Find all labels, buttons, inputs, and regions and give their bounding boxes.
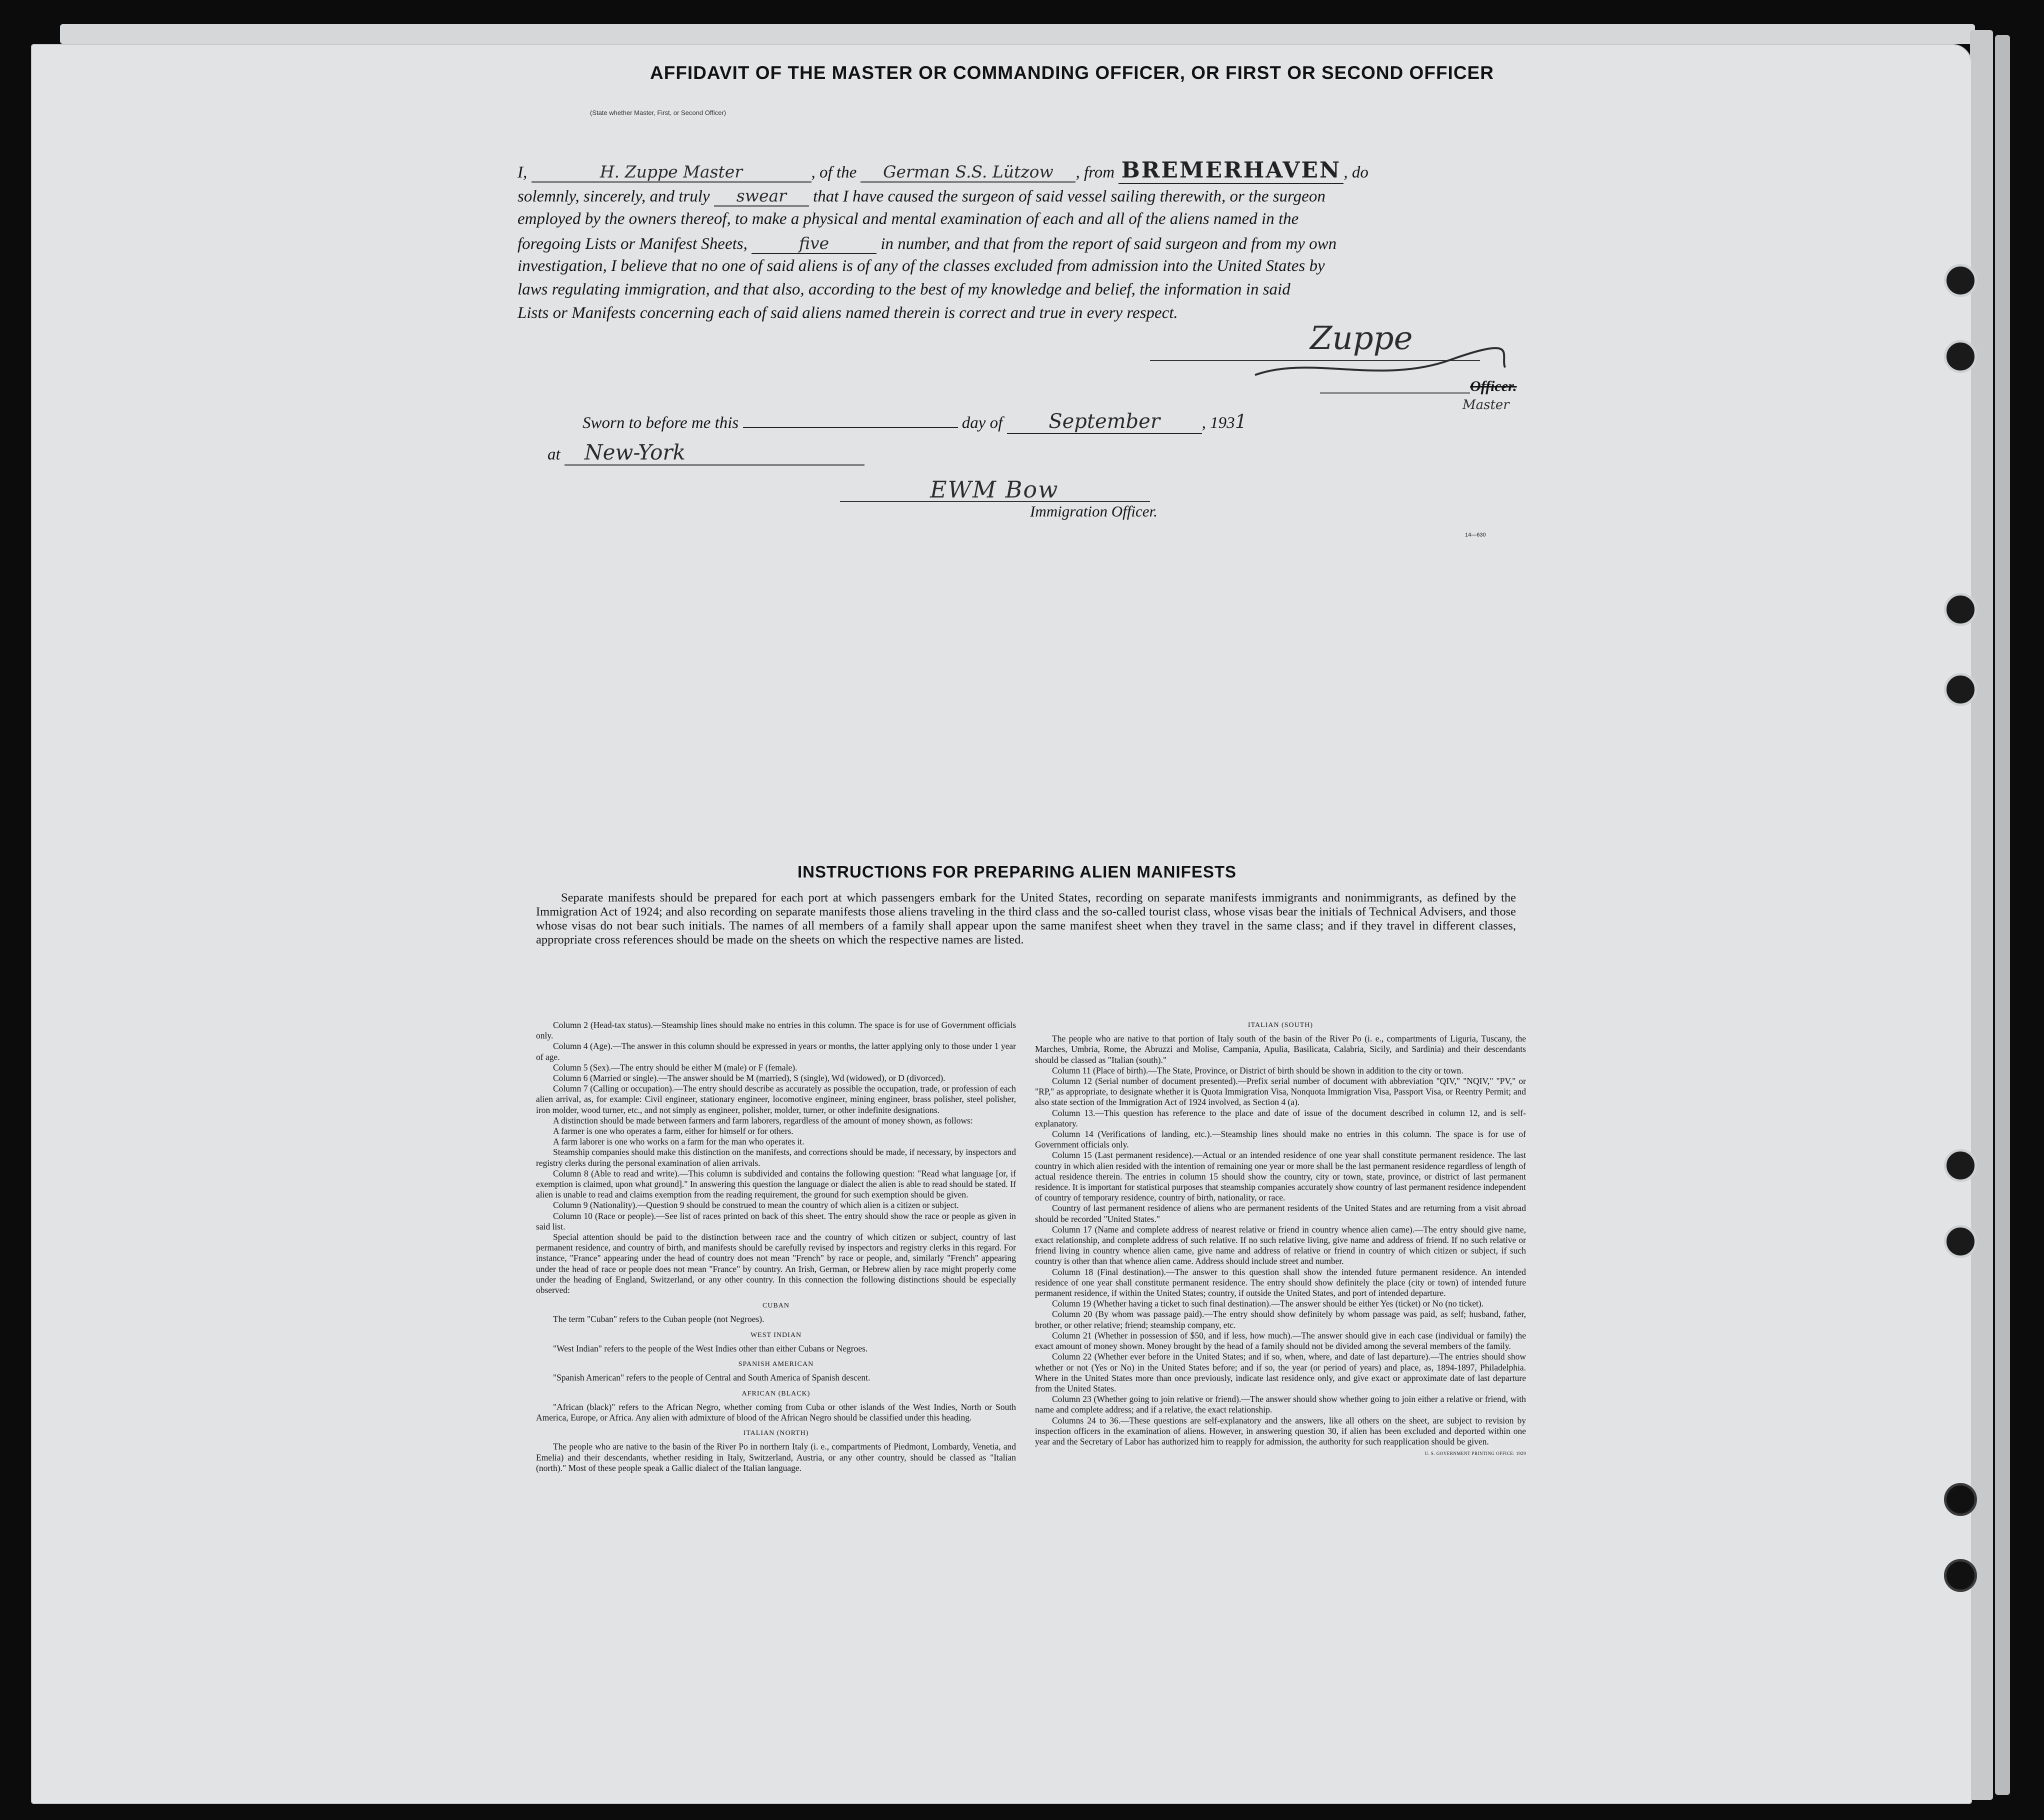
stacked-page-edge (60, 24, 1975, 44)
race-heading-italian-south: ITALIAN (SOUTH) (1248, 1022, 1314, 1029)
instruction-paragraph: Column 7 (Calling or occupation).—The entry should describe as accurately as possible the occupation, trade, or profession of each alien arrival, as, for example: Civil engineer, stationary engineer, locomotive engineer, mining engineer, brass polisher, steel polisher, iron molder, wood turner, etc., and not simply as engineer, polisher, molder, turner, or other indefinite designations. (536, 1084, 1016, 1115)
form-number: 14—630 (1465, 532, 1486, 538)
affidavit-title: AFFIDAVIT OF THE MASTER OR COMMANDING OFFICER, OR FIRST OR SECOND OFFICER (650, 62, 1494, 83)
stacked-page-edge (1995, 35, 2010, 1795)
binder-hole (1944, 673, 1977, 706)
sworn-month-field: September (1007, 410, 1202, 434)
instruction-paragraph: Column 14 (Verifications of landing, etc.).—Steamship lines should make no entries in this column. The space is for use of Government officials only. (1035, 1129, 1526, 1150)
instruction-paragraph: Column 18 (Final destination).—The answer to this question shall show the intended future permanent residence. An intended residence of one year shall constitute permanent residence. The entry should show definitely the place (city or town) of intended future permanent residence, if within the United States; country, if outside the United States, and port of intended departure. (1035, 1266, 1526, 1298)
instruction-paragraph: Column 10 (Race or people).—See list of races printed on back of this sheet. The entry should show the race or people as given in said list. (536, 1210, 1016, 1232)
race-definition-african: "African (black)" refers to the African Negro, whether coming from Cuba or other islands of the West Indies, North or South America, Europe, or Africa. Any alien with admixture of blood of the African Negro should be classified under this heading. (536, 1402, 1016, 1422)
at-label: at (548, 446, 560, 464)
affidavit-line-1 (518, 158, 1368, 184)
instruction-paragraph: Column 2 (Head-tax status).—Steamship lines should make no entries in this column. The space is for use of Government officials only. (536, 1020, 1016, 1041)
sworn-line (582, 410, 1247, 434)
instruction-paragraph: Column 5 (Sex).—The entry should be either M (male) or F (female). (553, 1062, 798, 1072)
binder-hole (1944, 1149, 1977, 1182)
sworn-place-field: New-York (564, 440, 864, 466)
sheet-count-field: five (752, 234, 876, 254)
instruction-paragraph: Columns 24 to 36.—These questions are self-explanatory and the answers, like all others on the sheet, are subject to revision by inspection officers in the examination of aliens. However, in answering question 30, if alien has been excluded and deported within one year and the Secretary of Labor has authorized him to reapply for admission, the authority for such reapplication should be given. (1035, 1415, 1526, 1446)
affidavit-text: in number, and that from the report of said surgeon and from my own (880, 235, 1337, 253)
instruction-paragraph: Column 15 (Last permanent residence).—Actual or an intended residence of one year shall constitute permanent residence. The last country in which alien resided with the intention of remaining one year or more shall be the last permanent residence regardless of length of actual residence therein. The entries in column 15 should show the country, city or town, state, province, or district of last permanent residence. It is important for statistical purposes that steamship companies accurately show country of last permanent residence independent of country of temporary residence, country of birth, nationality, or race. (1035, 1150, 1526, 1203)
instruction-paragraph: Column 9 (Nationality).—Question 9 should be construed to mean the country of which alien is a citizen or subject. (553, 1200, 959, 1210)
instruction-paragraph: A distinction should be made between farmers and farm laborers, regardless of the amount of money shown, as follows: (553, 1115, 973, 1126)
vessel-name-field: German S.S. Lützow (860, 162, 1076, 182)
officer-label: Officer. (1470, 378, 1517, 394)
instruction-paragraph: Country of last permanent residence of aliens who are permanent residents of the United States and are returning from a visit abroad should be recorded "United States." (1035, 1203, 1526, 1224)
instruction-paragraph: Column 12 (Serial number of document presented).—Prefix serial number of document with abbreviation "QIV," "NQIV," "PV," or "RP," as appropriate, to designate whether it is Quota Immigration Visa, Nonquota Immigration Visa, Passport Visa, or Reentry Permit; and also state section of the Immigration Act of 1924 involved, as Section 4 (a). (1035, 1076, 1526, 1108)
affidavit-text: I, (518, 164, 528, 182)
affidavit-text: , do (1344, 164, 1368, 182)
officer-name-field: H. Zuppe Master (532, 162, 812, 182)
binder-hole (1944, 1559, 1977, 1592)
race-definition-cuban: The term "Cuban" refers to the Cuban people (not Negroes). (553, 1314, 764, 1324)
race-definition-spanish-american: "Spanish American" refers to the people of Central and South America of Spanish descent. (553, 1372, 870, 1383)
affidavit-text: that I have caused the surgeon of said vessel sailing therewith, or the surgeon (813, 188, 1326, 206)
departure-port-stamp: BREMERHAVEN (1118, 158, 1344, 184)
officer-line (1320, 392, 1470, 394)
sworn-day-field (743, 427, 958, 428)
sworn-text: day of (962, 414, 1003, 432)
sworn-text: Sworn to before me this (582, 414, 739, 432)
printing-office-text: U. S. GOVERNMENT PRINTING OFFICE: 1929 (1424, 1451, 1526, 1456)
instructions-intro: Separate manifests should be prepared for each port at which passengers embark for the United States, recording on separate manifests immigrants and nonimmigrants, as defined by the Immigration Act of 1924; and also recording on separate manifests those aliens traveling in the third class and the so-called tourist class, whose visas bear the initials of Technical Advisers, and those whose visas do not bear such initials. The names of all members of a family shall appear upon the same manifest sheet when they travel in the same class; and if they travel in different classes, appropriate cross references should be made on the sheets on which the respective names are listed. (536, 891, 1516, 946)
race-heading-cuban: CUBAN (762, 1302, 790, 1310)
instruction-paragraph: Column 23 (Whether going to join relative or friend).—The answer should show whether going to join either a relative or friend, with name and complete address; and if a relative, the exact relationship. (1035, 1394, 1526, 1415)
instruction-paragraph: Column 19 (Whether having a ticket to such final destination).—The answer should be either Yes (ticket) or No (no ticket). (1052, 1298, 1484, 1309)
instruction-paragraph: Column 21 (Whether in possession of $50, and if less, how much).—The answer should give in each case (individual or family) the exact amount of money shown. Money brought by the head of a family should not be divided among the several members of the family. (1035, 1330, 1526, 1352)
sworn-place-line (548, 440, 864, 466)
sworn-year: , 193 (1202, 414, 1235, 432)
binder-hole (1944, 1225, 1977, 1258)
instruction-paragraph: Column 11 (Place of birth).—The State, Province, or District of birth should be shown in addition to the city or town. (1052, 1065, 1464, 1076)
instruction-paragraph: Column 20 (By whom was passage paid).—The entry should show definitely by whom passage was paid, as self; husband, father, brother, or other relative; friend; steamship company, etc. (1035, 1309, 1526, 1330)
race-heading-african: AFRICAN (BLACK) (742, 1390, 810, 1398)
instruction-paragraph: Column 4 (Age).—The answer in this column should be expressed in years or months, the latter applying only to those under 1 year of age. (536, 1041, 1016, 1062)
instructions-title: INSTRUCTIONS FOR PREPARING ALIEN MANIFESTS (798, 862, 1237, 881)
master-signature: Zuppe (1310, 320, 1413, 357)
race-definition-italian-north: The people who are native to the basin of the River Po in northern Italy (i. e., compartments of Piedmont, Lombardy, Venetia, and Emelia) and their descendants, whether residing in Italy, Switzerland, Austria, or any other country, should be classed as "Italian (north)." Most of these people speak a Gallic dialect of the Italian language. (536, 1442, 1016, 1473)
instruction-paragraph: The people who are native to that portion of Italy south of the basin of the River Po (i. e., compartments of Liguria, Tuscany, the Marches, Umbria, Rome, the Abruzzi and Molise, Campania, Apulia, Basilicata, Calabria, Sicily, and Sardinia) and their descendants should be classed as "Italian (south)." (1035, 1034, 1526, 1065)
instruction-paragraph: Special attention should be paid to the distinction between race and the country of which citizen or subject, country of last permanent residence, and country of birth, and manifests should be carefully revised by inspectors and registry clerks in this regard. For instance, "France" appearing under the head of country does not mean "French" by race or people, and, similarly "French" appearing under the head of race or people does not mean "France" by country. An Irish, German, or Hebrew alien by race might properly come under the heading of England, Switzerland, or any other country. In this connection the following distinctions should be especially observed: (536, 1232, 1016, 1296)
race-heading-italian-north: ITALIAN (NORTH) (743, 1430, 809, 1438)
oath-field: swear (714, 186, 809, 206)
race-heading-west-indian: WEST INDIAN (750, 1331, 802, 1339)
affidavit-line-6: laws regulating immigration, and that also, according to the best of my knowledge and belief, the information in said (518, 280, 1290, 298)
instruction-paragraph: Column 13.—This question has reference to the place and date of issue of the document described in column 12, and is self-explanatory. (1035, 1108, 1526, 1128)
master-label: Master (1462, 398, 1510, 412)
officer-rank-note: (State whether Master, First, or Second Officer) (590, 109, 726, 116)
race-heading-spanish-american: SPANISH AMERICAN (738, 1360, 814, 1368)
affidavit-line-4 (518, 234, 1336, 254)
affidavit-text: , from (1076, 164, 1115, 182)
binder-hole (1944, 340, 1977, 373)
binder-hole (1944, 264, 1977, 297)
binder-hole (1944, 593, 1977, 626)
instruction-paragraph: Steamship companies should make this distinction on the manifests, and corrections should be made, if necessary, by inspectors and registry clerks during the personal examination of alien arrivals. (536, 1147, 1016, 1168)
affidavit-line-3: employed by the owners thereof, to make a physical and mental examination of each and all of the aliens named in the (518, 210, 1299, 228)
affidavit-text: foregoing Lists or Manifest Sheets, (518, 235, 748, 253)
stacked-page-edge (1970, 30, 1993, 1800)
instruction-paragraph: A farmer is one who operates a farm, either for himself or for others. (553, 1126, 794, 1136)
printing-office-credit (1035, 1447, 1526, 1459)
instruction-paragraph: Column 6 (Married or single).—The answer should be M (married), S (single), Wd (widowed), or D (divorced). (553, 1073, 946, 1084)
instructions-right-column (1035, 1020, 1526, 1459)
instructions-left-column (536, 1020, 1016, 1474)
instruction-paragraph: Column 8 (Able to read and write).—This column is subdivided and contains the following question: "Read what language [or, if exemption is claimed, upon what ground]." In answering this question the language or dialect the alien is able to read should be stated. If alien is unable to read and claims exemption from the reading requirement, the ground for such exemption should be given. (536, 1168, 1016, 1200)
binder-hole (1944, 1483, 1977, 1516)
affidavit-text: , of the (811, 164, 857, 182)
instruction-paragraph: Column 22 (Whether ever before in the United States; and if so, when, where, and date of last departure).—The entries should show whether or not (Yes or No) in the United States before; and if so, the year (or period of years) and place, as, 1894-1897, Philadelphia. Where in the United States more than once previously, indicate last residence only, and give exact or approximate date of last departure from the United States. (1035, 1352, 1526, 1394)
instruction-paragraph: Column 17 (Name and complete address of nearest relative or friend in country whence alien came).—The entry should give name, exact relationship, and complete address of such relative. If no such relative living, give name and address of friend. If no such relative or friend living in country whence alien came, give name and address of relative or friend in country of which citizen or subject, if such country is other than that whence alien came. Address should include street and number. (1035, 1224, 1526, 1266)
instruction-paragraph: A farm laborer is one who works on a farm for the man who operates it. (553, 1136, 804, 1147)
affidavit-text: solemnly, sincerely, and truly (518, 188, 710, 206)
immigration-officer-signature: EWM Bow (930, 476, 1059, 503)
affidavit-line-7: Lists or Manifests concerning each of said aliens named therein is correct and true in every respect. (518, 304, 1178, 322)
sworn-year-digit: 1 (1234, 410, 1247, 432)
affidavit-line-5: investigation, I believe that no one of said aliens is of any of the classes excluded from admission into the United States by (518, 257, 1325, 275)
race-definition-west-indian: "West Indian" refers to the people of the West Indies other than either Cubans or Negroes. (553, 1343, 868, 1354)
affidavit-line-2 (518, 186, 1326, 206)
immigration-officer-label: Immigration Officer. (1030, 502, 1158, 520)
